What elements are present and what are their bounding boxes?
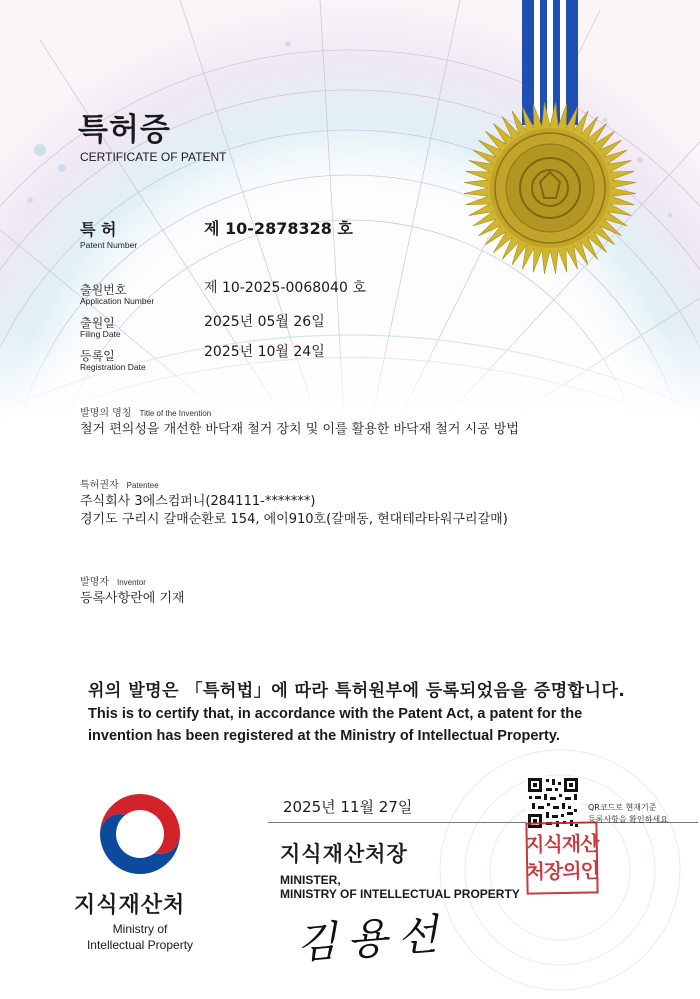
ministry-name-en-line1: Ministry of	[112, 922, 168, 936]
patentee-section-label	[80, 476, 159, 491]
minister-signature: 김용선	[294, 908, 450, 969]
registration-date-value: 2025년 10월 24일	[204, 344, 325, 360]
minister-title-ko: 지식재산처장	[280, 842, 408, 866]
patent-number-label: 특 허	[80, 220, 117, 239]
patentee-name: 주식회사 3에스컴퍼니(284111-*******)	[80, 494, 316, 509]
invention-section-label	[80, 404, 211, 419]
invention-label-ko: 발명의 명칭	[80, 408, 132, 419]
registration-date-label: 등록일	[80, 349, 115, 363]
patentee-address: 경기도 구리시 갈매순환로 154, 에이910호(갈매동, 현대테라타워구리갈매)	[80, 512, 508, 527]
patentee-label-en: Patentee	[126, 481, 159, 490]
certification-statement-en-line1: This is to certify that, in accordance with the Patent Act, a patent for the	[88, 706, 583, 722]
ministry-name-ko: 지식재산처	[74, 893, 186, 918]
issue-date: 2025년 11월 27일	[283, 798, 413, 816]
ministry-emblem-icon	[96, 790, 184, 878]
inventor-label-ko: 발명자	[80, 577, 109, 588]
invention-title: 철거 편의성을 개선한 바닥재 철거 장치 및 이를 활용한 바닥재 철거 시공 방법	[80, 422, 519, 437]
gold-seal-icon	[462, 100, 638, 276]
ministry-name-en-line2: Intellectual Property	[86, 938, 194, 952]
application-number-value: 제 10-2025-0068040 호	[204, 280, 366, 296]
minister-title-en-line2: MINISTRY OF INTELLECTUAL PROPERTY	[280, 887, 520, 901]
qr-note-line2: 등록사항을 확인하세요	[588, 815, 668, 824]
inventor-label-en: Inventor	[116, 578, 146, 587]
patent-number-value: 제 10-2878328 호	[204, 219, 353, 238]
patentee-label-ko: 특허권자	[80, 480, 119, 491]
inventor-value: 등록사항란에 기재	[80, 591, 185, 606]
invention-label-en: Title of the Invention	[139, 409, 212, 418]
inventor-section-label	[80, 573, 146, 588]
minister-title-en-line1: MINISTER,	[280, 873, 341, 887]
qr-note-line1: QR코드로 현재기준	[588, 803, 657, 812]
application-number-label-en: Application Number	[80, 296, 155, 306]
stamp-line2: 처장의인	[525, 858, 600, 884]
application-number-label: 출원번호	[80, 283, 127, 297]
official-stamp	[525, 821, 598, 894]
patent-number-label-en: Patent Number	[80, 240, 138, 250]
stamp-line1: 지식재산	[524, 831, 599, 857]
certification-statement-en-line2: invention has been registered at the Ministry of Intellectual Property.	[88, 728, 560, 744]
certification-statement-ko: 위의 발명은 「특허법」에 따라 특허원부에 등록되었음을 증명합니다.	[88, 681, 626, 701]
registration-date-label-en: Registration Date	[80, 362, 146, 372]
certificate-title-ko: 특허증	[78, 112, 171, 148]
certificate-title-en: CERTIFICATE OF PATENT	[80, 150, 227, 164]
filing-date-label: 출원일	[80, 316, 115, 330]
filing-date-value: 2025년 05월 26일	[204, 314, 325, 330]
filing-date-label-en: Filing Date	[80, 329, 121, 339]
